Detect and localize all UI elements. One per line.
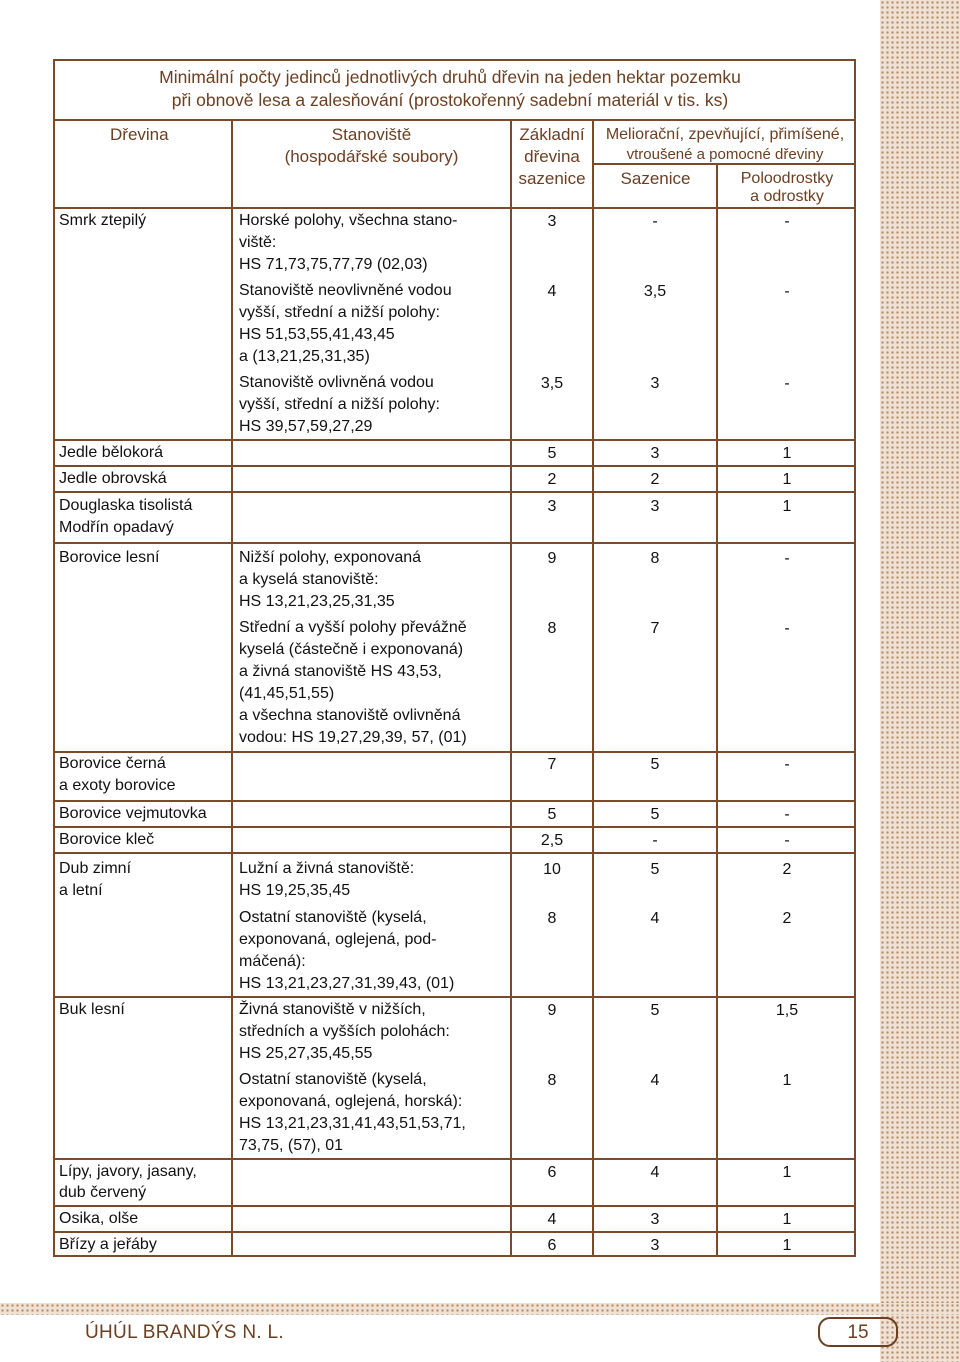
value-base: 4 (547, 1211, 557, 1228)
value-poloodrostky: 1 (782, 1164, 792, 1181)
header-stanoviste-sub: (hospodářské soubory) (284, 147, 459, 166)
site-text: a všechna stanoviště ovlivněná (239, 707, 461, 724)
value-sazenice: 3 (650, 1237, 660, 1254)
site-text: 73,75, (57), 01 (239, 1137, 344, 1154)
site-text: Nižší polohy, exponovaná (239, 549, 422, 566)
site-text: máčená): (239, 953, 306, 970)
value-sazenice: 4 (650, 910, 660, 927)
site-text: Ostatní stanoviště (kyselá, (239, 1071, 427, 1088)
species-label: Douglaska tisolistá (59, 497, 193, 514)
species-label: Dub zimní (59, 860, 132, 877)
species-label: Jedle bělokorá (59, 444, 164, 461)
value-sazenice: 8 (650, 550, 660, 567)
header-stanoviste: Stanoviště (331, 125, 412, 144)
header-drevina: Dřevina (110, 125, 169, 144)
species-label: Borovice kleč (59, 831, 155, 848)
value-poloodrostky: - (784, 550, 790, 567)
row-sep (53, 1158, 856, 1160)
species-label: a exoty borovice (59, 777, 176, 794)
col-divider-2 (510, 119, 512, 1257)
value-poloodrostky: - (784, 283, 790, 300)
value-sazenice: 3 (650, 375, 660, 392)
value-sazenice: - (652, 832, 658, 849)
row-sep (53, 465, 856, 467)
col-divider-4 (716, 163, 718, 1257)
value-poloodrostky: - (784, 832, 790, 849)
site-text: a (13,21,25,31,35) (239, 348, 370, 365)
value-sazenice: 5 (650, 1002, 660, 1019)
value-sazenice: 4 (650, 1072, 660, 1089)
species-label: Osika, olše (59, 1210, 139, 1227)
species-label: Lípy, javory, jasany, (59, 1163, 197, 1180)
publisher-footer: ÚHÚL BRANDÝS N. L. (85, 1322, 284, 1343)
species-label: dub červený (59, 1184, 147, 1201)
header-sazenice: Sazenice (620, 169, 691, 188)
row-sep (53, 491, 856, 493)
value-base: 8 (547, 910, 557, 927)
value-base: 9 (547, 1002, 557, 1019)
value-sazenice: 3,5 (643, 283, 667, 300)
site-text: Střední a vyšší polohy převážně (239, 619, 467, 636)
value-base: 6 (547, 1237, 557, 1254)
site-text: středních a vyšších polohách: (239, 1023, 450, 1040)
table-title (90, 66, 810, 112)
row-sep (53, 996, 856, 998)
species-label: a letní (59, 882, 103, 899)
site-text: Lužní a živná stanoviště: (239, 860, 415, 877)
header-zakladni-drevina: dřevina (524, 147, 580, 166)
value-base: 9 (547, 550, 557, 567)
title-line-1: Minimální počty jedinců jednotlivých druhů dřevin na jeden hektar pozemku (159, 67, 741, 87)
value-base: 3 (547, 498, 557, 515)
site-text: HS 19,25,35,45 (239, 882, 351, 899)
value-poloodrostky: 1 (782, 1211, 792, 1228)
row-sep (53, 751, 856, 753)
value-sazenice: 3 (650, 1211, 660, 1228)
species-label: Smrk ztepilý (59, 212, 147, 229)
site-text: HS 13,21,23,31,41,43,51,53,71, (239, 1115, 466, 1132)
site-text: HS 51,53,55,41,43,45 (239, 326, 395, 343)
value-poloodrostky: - (784, 756, 790, 773)
row-sep (53, 800, 856, 802)
site-text: vyšší, střední a nižší polohy: (239, 304, 440, 321)
header-zakladni: Základní (519, 125, 585, 144)
page-number: 15 (818, 1317, 898, 1347)
value-poloodrostky: 2 (782, 910, 792, 927)
col-divider-3 (592, 119, 594, 1257)
value-sazenice: 5 (650, 806, 660, 823)
value-base: 4 (547, 283, 557, 300)
value-base: 7 (547, 756, 557, 773)
value-sazenice: 7 (650, 620, 660, 637)
value-base: 5 (547, 445, 557, 462)
value-poloodrostky: - (784, 213, 790, 230)
value-base: 6 (547, 1164, 557, 1181)
row-sep (53, 1231, 856, 1233)
site-text: a kyselá stanoviště: (239, 571, 379, 588)
row-sep (53, 826, 856, 828)
value-base: 2 (547, 471, 557, 488)
species-label: Břízy a jeřáby (59, 1236, 157, 1253)
site-text: vyšší, střední a nižší polohy: (239, 396, 440, 413)
site-text: Horské polohy, všechna stano- (239, 212, 458, 229)
site-text: (41,45,51,55) (239, 685, 335, 702)
value-poloodrostky: 1 (782, 1072, 792, 1089)
site-text: exponovaná, oglejená, pod- (239, 931, 437, 948)
value-base: 5 (547, 806, 557, 823)
site-text: HS 71,73,75,77,79 (02,03) (239, 256, 428, 273)
species-label: Buk lesní (59, 1001, 125, 1018)
decorative-pattern-right (880, 0, 960, 1362)
value-sazenice: 5 (650, 756, 660, 773)
col-divider-1 (231, 119, 233, 1257)
site-text: HS 25,27,35,45,55 (239, 1045, 373, 1062)
site-text: HS 13,21,23,27,31,39,43, (01) (239, 975, 455, 992)
species-label: Borovice černá (59, 755, 166, 772)
value-poloodrostky: 1,5 (775, 1002, 799, 1019)
value-poloodrostky: 1 (782, 445, 792, 462)
value-base: 2,5 (540, 832, 564, 849)
site-text: vodou: HS 19,27,29,39, 57, (01) (239, 729, 467, 746)
species-label: Borovice lesní (59, 549, 160, 566)
site-text: HS 39,57,59,27,29 (239, 418, 373, 435)
value-poloodrostky: - (784, 620, 790, 637)
header-bottom-line (53, 207, 856, 209)
value-sazenice: 3 (650, 445, 660, 462)
site-text: Stanoviště neovlivněné vodou (239, 282, 452, 299)
site-text: HS 13,21,23,25,31,35 (239, 593, 395, 610)
site-text: viště: (239, 234, 277, 251)
row-sep (53, 1205, 856, 1207)
species-label: Borovice vejmutovka (59, 805, 207, 822)
value-sazenice: 5 (650, 861, 660, 878)
header-melioracni: Meliorační, zpevňující, přimíšené, (605, 126, 845, 143)
header-zakladni-sazenice: sazenice (518, 169, 586, 188)
site-text: exponovaná, oglejená, horská): (239, 1093, 463, 1110)
title-line-2: při obnově lesa a zalesňování (prostokořenný sadební materiál v tis. ks) (171, 90, 729, 110)
value-base: 3,5 (540, 375, 564, 392)
value-sazenice: - (652, 213, 658, 230)
value-base: 8 (547, 1072, 557, 1089)
row-sep (53, 542, 856, 544)
value-poloodrostky: 1 (782, 498, 792, 515)
value-poloodrostky: 1 (782, 471, 792, 488)
value-sazenice: 3 (650, 498, 660, 515)
site-text: Ostatní stanoviště (kyselá, (239, 909, 427, 926)
site-text: kyselá (částečně i exponovaná) (239, 641, 464, 658)
site-text: Živná stanoviště v nižších, (239, 1001, 426, 1018)
decorative-pattern-bottom (0, 1303, 960, 1315)
header-poloodrostky: Poloodrostky (740, 170, 834, 187)
value-base: 3 (547, 213, 557, 230)
value-poloodrostky: - (784, 806, 790, 823)
header-poloodrostky-sub: a odrostky (750, 188, 824, 205)
species-label: Modřín opadavý (59, 519, 174, 536)
value-poloodrostky: - (784, 375, 790, 392)
species-label: Jedle obrovská (59, 470, 167, 487)
site-text: Stanoviště ovlivněná vodou (239, 374, 434, 391)
value-poloodrostky: 1 (782, 1237, 792, 1254)
value-sazenice: 4 (650, 1164, 660, 1181)
value-base: 10 (543, 861, 561, 878)
value-sazenice: 2 (650, 471, 660, 488)
header-melioracni-sub: vtroušené a pomocné dřeviny (626, 146, 824, 163)
value-base: 8 (547, 620, 557, 637)
value-poloodrostky: 2 (782, 861, 792, 878)
header-split-line (594, 163, 856, 165)
site-text: a živná stanoviště HS 43,53, (239, 663, 442, 680)
header-top-line (53, 119, 856, 121)
row-sep (53, 439, 856, 441)
row-sep (53, 852, 856, 854)
